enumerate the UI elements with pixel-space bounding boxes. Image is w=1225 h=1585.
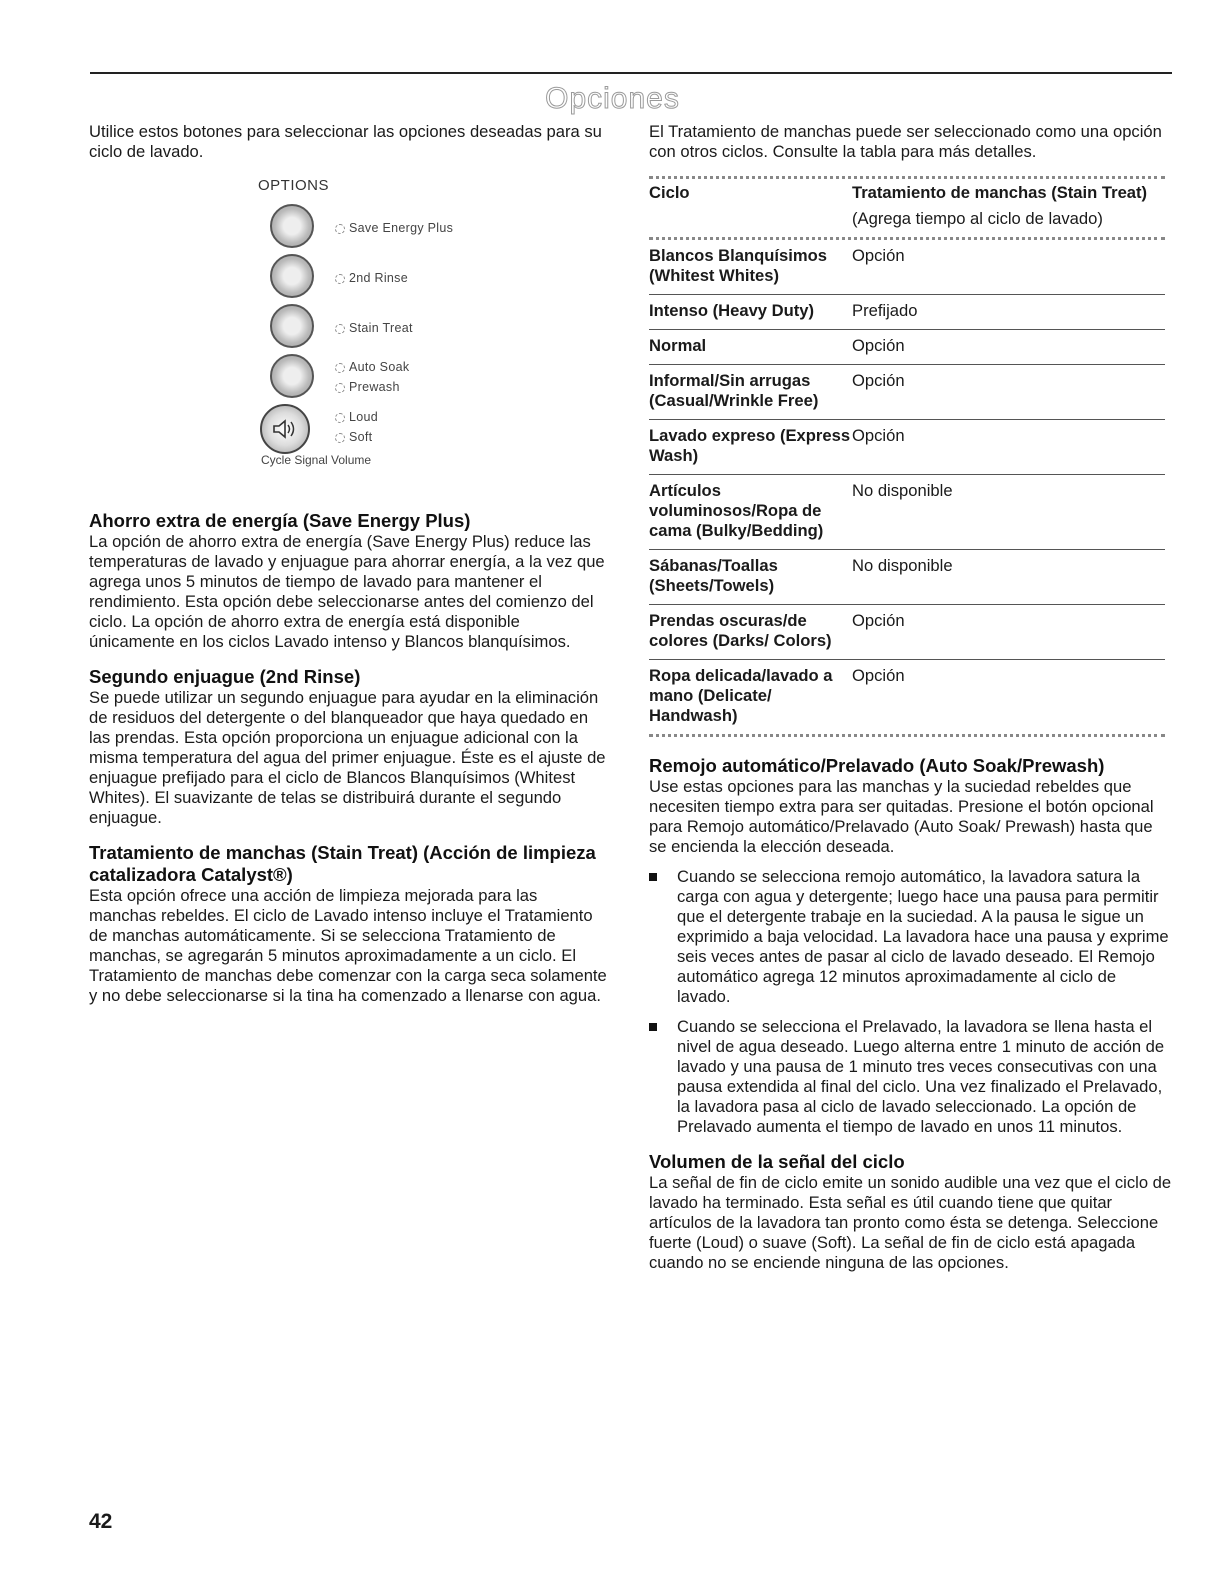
row-value: Opción (852, 666, 905, 685)
loud-label: Loud (335, 407, 378, 427)
stain-treat-body: Esta opción ofrece una acción de limpieza mejorada para las manchas rebeldes. El ciclo de Lavado intenso incluye el Tratamiento de manchas automáticamente. Si se selecciona Tratamiento de manchas, se agregarán 5 minutos aproximadamente a un ciclo. El Tratamiento de manchas debe comenzar con la carga seca solamente y no debe seleccionarse si la tina ha comenzado a llenarse con agua. (89, 886, 607, 1005)
table-header (649, 179, 1165, 237)
list-item: Cuando se selecciona remojo automático, la lavadora satura la carga con agua y detergente; luego hace una pausa para permitir que el detergente trabaje en la suciedad. A la pausa le sigue un exprimido a baja velocidad. La lavadora hace una pausa y exprime seis veces antes de pasar al ciclo de lavado deseado. El Remojo automático agrega 12 minutos aproximadamente al ciclo de lavado. (649, 867, 1172, 1007)
indicator-light-icon (335, 274, 345, 284)
indicator-light-icon (335, 224, 345, 234)
volume-caption: Cycle Signal Volume (261, 453, 372, 467)
indicator-light-icon (335, 413, 345, 423)
options-panel-illustration (89, 174, 609, 474)
speaker-icon (272, 418, 298, 440)
row-cycle: Ropa delicada/lavado a mano (Delicate/ Handwash) (649, 666, 833, 725)
row-value: Opción (852, 336, 905, 355)
prewash-label: Prewash (335, 377, 400, 397)
auto-soak-body: Use estas opciones para las manchas y la suciedad rebeldes que necesiten tiempo extra para ser quitadas. Presione el botón opcional para Remojo automático/Prelavado (Auto Soak/ Prewash) hasta que se encienda la elección deseada. (649, 777, 1154, 856)
stain-treat-button (270, 304, 314, 348)
row-value: Prefijado (852, 301, 918, 320)
save-energy-plus-label: Save Energy Plus (335, 218, 453, 238)
auto-soak-bullets (649, 867, 1172, 1137)
row-cycle: Lavado expreso (Express Wash) (649, 426, 851, 465)
stain-treat-heading: Tratamiento de manchas (Stain Treat) (Acción de limpieza catalizadora Catalyst®) (89, 842, 596, 885)
intro-left: Utilice estos botones para seleccionar las opciones deseadas para su ciclo de lavado. (89, 122, 602, 161)
panel-heading: OPTIONS (258, 177, 330, 194)
stain-treat-label: Stain Treat (335, 318, 413, 338)
save-energy-plus-heading: Ahorro extra de energía (Save Energy Plus) (89, 510, 471, 531)
table-row (649, 294, 1165, 329)
table-row (649, 329, 1165, 364)
second-rinse-body: Se puede utilizar un segundo enjuague para ayudar en la eliminación de residuos del detergente o del blanqueador que haya quedado en las prendas. Esta opción proporciona un enjuague adicional con la misma temperatura del agua del primer enjuague. Éste es el ajuste de enjuague prefijado para el ciclo de Blancos Blanquísimos (Whitest Whites). El suavizante de telas se distribuirá durante el segundo enjuague. (89, 688, 606, 827)
top-rule (90, 72, 1172, 74)
row-cycle: Normal (649, 336, 707, 355)
save-energy-plus-button (270, 204, 314, 248)
header-note: (Agrega tiempo al ciclo de lavado) (852, 209, 1103, 228)
indicator-light-icon (335, 433, 345, 443)
cycle-signal-body: La señal de fin de ciclo emite un sonido audible una vez que el ciclo de lavado ha terminado. Esta señal es útil cuando tiene que quitar artículos de la lavadora tan pronto como ésta se detenga. Seleccione fuerte (Loud) o suave (Soft). La señal de fin de ciclo está apagada cuando no se enciende ninguna de las opciones. (649, 1173, 1172, 1272)
table-row (649, 474, 1165, 549)
second-rinse-button (270, 254, 314, 298)
table-bottom-rule (649, 734, 1165, 737)
row-cycle: Intenso (Heavy Duty) (649, 301, 815, 320)
header-cycle: Ciclo (649, 183, 690, 202)
table-row (649, 419, 1165, 474)
soft-label: Soft (335, 427, 372, 447)
auto-soak-prewash-button (270, 354, 314, 398)
save-energy-plus-body: La opción de ahorro extra de energía (Save Energy Plus) reduce las temperaturas de lavado y enjuague para ahorrar energía, a la vez que agrega unos 5 minutos de tiempo de lavado para mantener el rendimiento. Esta opción debe seleccionarse antes del comienzo del ciclo. La opción de ahorro extra de energía está disponible únicamente en los ciclos Lavado intenso y Blancos blanquísimos. (89, 532, 605, 651)
row-cycle: Blancos Blanquísimos (Whitest Whites) (649, 246, 827, 285)
table-row (649, 364, 1165, 419)
indicator-light-icon (335, 363, 345, 373)
page-number: 42 (89, 1510, 113, 1533)
row-value: No disponible (852, 481, 953, 500)
indicator-light-icon (335, 324, 345, 334)
list-item: Cuando se selecciona el Prelavado, la lavadora se llena hasta el nivel de agua deseado. Luego alterna entre 1 minuto de acción de lavado y una pausa de 1 minuto tres veces consecutivas con una pausa extendida al final del ciclo. Una vez finalizado el Prelavado, la lavadora pasa al ciclo de lavado seleccionado. La opción de Prelavado aumenta el tiempo de lavado en unos 11 minutos. (649, 1017, 1172, 1137)
row-value: Opción (852, 246, 905, 265)
indicator-light-icon (335, 383, 345, 393)
row-value: Opción (852, 371, 905, 390)
second-rinse-heading: Segundo enjuague (2nd Rinse) (89, 666, 361, 687)
row-cycle: Sábanas/Toallas (Sheets/Towels) (649, 556, 778, 595)
auto-soak-heading: Remojo automático/Prelavado (Auto Soak/Prewash) (649, 755, 1105, 776)
row-value: Opción (852, 426, 905, 445)
row-cycle: Informal/Sin arrugas (Casual/Wrinkle Free) (649, 371, 819, 410)
auto-soak-label: Auto Soak (335, 357, 409, 377)
page-title: Opciones (545, 82, 680, 115)
left-column (89, 122, 609, 1006)
row-value: Opción (852, 611, 905, 630)
row-value: No disponible (852, 556, 953, 575)
table-row (649, 240, 1165, 294)
stain-treat-table (649, 176, 1165, 737)
cycle-signal-heading: Volumen de la señal del ciclo (649, 1151, 905, 1172)
cycle-signal-volume-button (260, 404, 310, 454)
second-rinse-label: 2nd Rinse (335, 268, 408, 288)
row-cycle: Prendas oscuras/de colores (Darks/ Colors) (649, 611, 832, 650)
table-row (649, 604, 1165, 659)
intro-right: El Tratamiento de manchas puede ser seleccionado como una opción con otros ciclos. Consulte la tabla para más detalles. (649, 122, 1162, 161)
table-row (649, 549, 1165, 604)
row-cycle: Artículos voluminosos/Ropa de cama (Bulky/Bedding) (649, 481, 824, 540)
header-stain: Tratamiento de manchas (Stain Treat) (Agrega tiempo al ciclo de lavado) (852, 183, 1165, 229)
table-row (649, 659, 1165, 734)
right-column (649, 122, 1172, 1273)
